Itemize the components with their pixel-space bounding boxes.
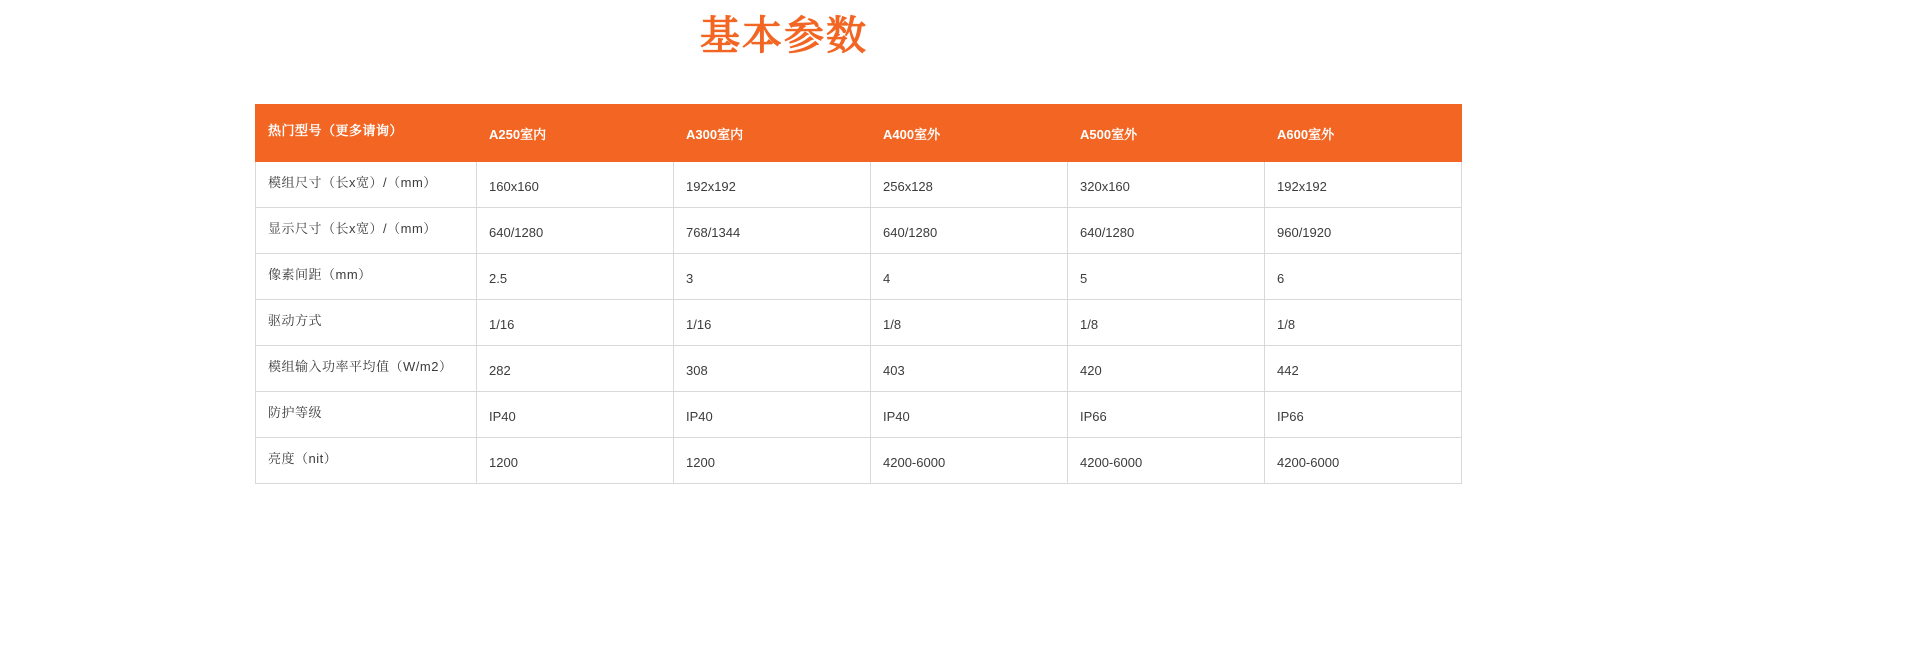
row-value <box>1068 254 1265 300</box>
row-value-text: 1/8 <box>1080 316 1099 332</box>
row-value-text: 4200-6000 <box>883 454 946 470</box>
row-value <box>871 208 1068 254</box>
row-label <box>256 208 477 254</box>
row-value <box>1068 392 1265 438</box>
table-row <box>256 208 1462 254</box>
column-header-a400-label: A400室外 <box>883 127 941 142</box>
row-label-text: 亮度（nit） <box>268 450 338 466</box>
row-value-text: 308 <box>686 362 708 378</box>
row-value-text: IP66 <box>1277 408 1304 424</box>
row-value-text: 442 <box>1277 362 1299 378</box>
row-value-text: 768/1344 <box>686 224 741 240</box>
row-value-text: 282 <box>489 362 511 378</box>
column-header-model-label: 热门型号（更多请询） <box>268 123 404 138</box>
table-header-row <box>256 105 1462 162</box>
row-value <box>871 346 1068 392</box>
row-value <box>674 346 871 392</box>
row-label-text: 像素间距（mm） <box>268 266 372 282</box>
row-value <box>477 162 674 208</box>
row-label <box>256 300 477 346</box>
row-value <box>477 438 674 484</box>
row-value-text: 160x160 <box>489 178 539 194</box>
row-value <box>1068 162 1265 208</box>
table-row <box>256 162 1462 208</box>
table-row <box>256 346 1462 392</box>
row-value-text: 3 <box>686 270 694 286</box>
table-row <box>256 254 1462 300</box>
row-value-text: 256x128 <box>883 178 933 194</box>
table-row <box>256 300 1462 346</box>
row-value <box>1265 208 1462 254</box>
row-value-text: IP40 <box>489 408 516 424</box>
row-value-text: 4200-6000 <box>1080 454 1143 470</box>
row-value <box>1068 208 1265 254</box>
row-value <box>1265 346 1462 392</box>
row-value-text: IP40 <box>686 408 713 424</box>
table-row <box>256 392 1462 438</box>
column-header-a500-label: A500室外 <box>1080 127 1138 142</box>
row-value <box>1265 162 1462 208</box>
row-label <box>256 346 477 392</box>
row-value <box>1068 438 1265 484</box>
row-value-text: 420 <box>1080 362 1102 378</box>
row-value <box>871 438 1068 484</box>
row-value-text: 1/16 <box>489 316 515 332</box>
row-value-text: 1200 <box>489 454 518 470</box>
row-value-text: 6 <box>1277 270 1285 286</box>
row-value <box>871 254 1068 300</box>
row-value-text: 1200 <box>686 454 715 470</box>
row-value <box>674 392 871 438</box>
row-value <box>477 346 674 392</box>
row-value <box>1068 346 1265 392</box>
row-label <box>256 438 477 484</box>
column-header-a600-label: A600室外 <box>1277 127 1335 142</box>
spec-table-body <box>256 105 1462 484</box>
column-header-a400 <box>871 105 1068 162</box>
row-label <box>256 392 477 438</box>
row-value <box>477 392 674 438</box>
row-value-text: 640/1280 <box>489 224 544 240</box>
row-value <box>477 254 674 300</box>
table-row <box>256 438 1462 484</box>
row-value <box>1265 438 1462 484</box>
row-value-text: 320x160 <box>1080 178 1130 194</box>
row-value-text: 5 <box>1080 270 1088 286</box>
row-value <box>871 300 1068 346</box>
row-value-text: 192x192 <box>686 178 736 194</box>
row-label-text: 模组尺寸（长x宽）/（mm） <box>268 174 437 190</box>
row-label <box>256 162 477 208</box>
row-label-text: 模组输入功率平均值（W/m2） <box>268 358 453 374</box>
row-value <box>674 208 871 254</box>
column-header-a500 <box>1068 105 1265 162</box>
column-header-a300 <box>674 105 871 162</box>
column-header-model <box>256 105 477 162</box>
spec-table <box>255 104 1462 484</box>
row-value-text: 403 <box>883 362 905 378</box>
row-value-text: 640/1280 <box>883 224 938 240</box>
row-label-text: 驱动方式 <box>268 312 323 328</box>
row-value-text: IP40 <box>883 408 910 424</box>
row-value <box>674 254 871 300</box>
row-value <box>477 300 674 346</box>
spec-table-container <box>255 104 1340 484</box>
row-value <box>674 300 871 346</box>
row-value-text: 192x192 <box>1277 178 1327 194</box>
row-value <box>674 162 871 208</box>
row-value <box>1265 392 1462 438</box>
row-value-text: 640/1280 <box>1080 224 1135 240</box>
column-header-a250 <box>477 105 674 162</box>
row-value-text: 4200-6000 <box>1277 454 1340 470</box>
row-value <box>871 392 1068 438</box>
row-value-text: 1/16 <box>686 316 712 332</box>
row-value <box>1265 300 1462 346</box>
row-value-text: 4 <box>883 270 891 286</box>
row-value <box>674 438 871 484</box>
page-title: 基本参数 <box>700 14 868 58</box>
column-header-a600 <box>1265 105 1462 162</box>
column-header-a250-label: A250室内 <box>489 127 547 142</box>
row-value-text: 1/8 <box>883 316 902 332</box>
row-value <box>1265 254 1462 300</box>
column-header-a300-label: A300室内 <box>686 127 744 142</box>
row-value-text: 960/1920 <box>1277 224 1332 240</box>
row-value <box>1068 300 1265 346</box>
row-label-text: 显示尺寸（长x宽）/（mm） <box>268 220 437 236</box>
row-value-text: IP66 <box>1080 408 1107 424</box>
row-value <box>477 208 674 254</box>
row-value <box>871 162 1068 208</box>
row-label-text: 防护等级 <box>268 404 323 420</box>
row-label <box>256 254 477 300</box>
row-value-text: 2.5 <box>489 270 508 286</box>
row-value-text: 1/8 <box>1277 316 1296 332</box>
